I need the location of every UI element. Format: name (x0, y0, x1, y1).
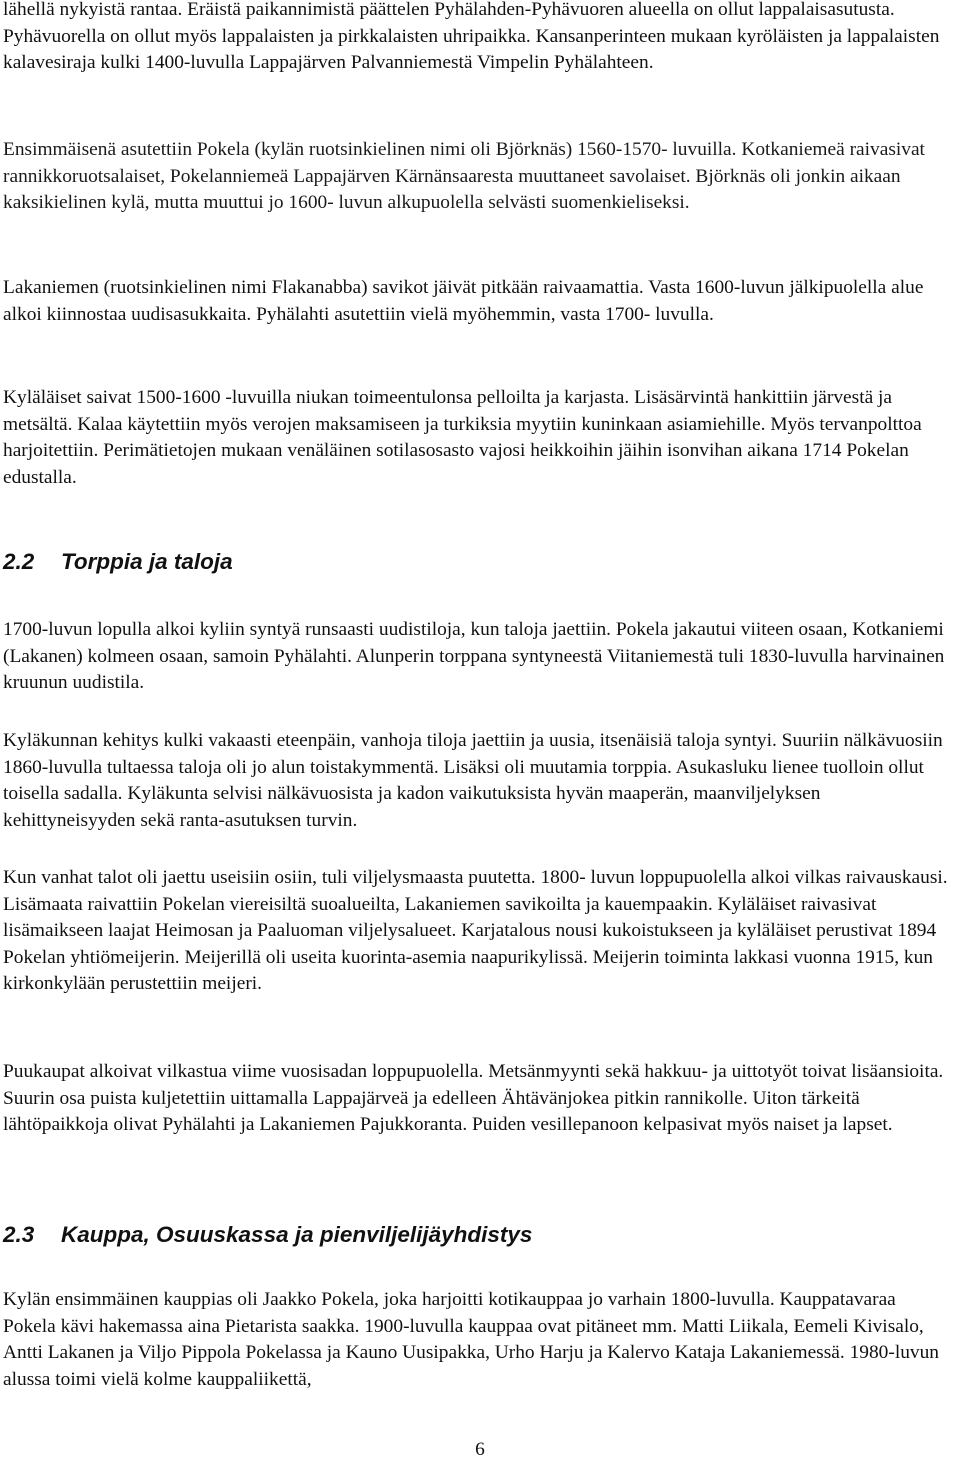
section-2-3-heading (3, 1221, 532, 1249)
page-number: 6 (475, 1439, 485, 1460)
section-2-2-paragraph-2: Kyläkunnan kehitys kulki vakaasti eteenpäin, vanhoja tiloja jaettiin ja uusia, itsenäisiä taloja syntyi. Suuriin nälkävuosiin 1860-luvulla tultaessa taloja oli jo alun toistakymmentä. Lisäksi oli muutamia torppia. Asukasluku lienee tuolloin ollut toisella sadalla. Kyläkunta selvisi nälkävuosista ja kadon vaikutuksista hyvän maaperän, maanviljelyksen kehittyneisyyden sekä ranta-asutuksen turvin. (3, 730, 943, 831)
section-2-2-heading (3, 548, 233, 576)
section-2-2-paragraph-1: 1700-luvun lopulla alkoi kyliin syntyä runsaasti uudistiloja, kun taloja jaettiin. Pokela jakautui viiteen osaan, Kotkaniemi (Lakanen) kolmeen osaan, samoin Pyhälahti. Alunperin torppana syntyneestä Viitaniemestä tuli 1830-luvulla harvinainen kruunun uudistila. (3, 619, 945, 693)
section-title: Kauppa, Osuuskassa ja pienviljelijäyhdistys (61, 1222, 533, 1247)
section-number: 2.2 (3, 549, 35, 574)
section-2-2-paragraph-3: Kun vanhat talot oli jaettu useisiin osiin, tuli viljelysmaasta puutetta. 1800- luvun loppupuolella alkoi vilkas raivauskausi. Lisämaata raivattiin Pokelan viereisiltä suoalueilta, Lakaniemen savikoilta ja kauempaakin. Kyläläiset raivasivat lisämaikseen laajat Heimosan ja Paaluoman viljelysalueet. Karjatalous nousi kukoistukseen ja kyläläiset perustivat 1894 Pokelan yhtiömeijerin. Meijerillä oli useita kuorinta-asemia naapurikylissä. Meijerin toiminta lakkasi vuonna 1915, kun kirkonkylään perustettiin meijeri. (3, 867, 948, 994)
section-title: Torppia ja taloja (61, 549, 233, 574)
section-2-2-paragraph-4: Puukaupat alkoivat vilkastua viime vuosisadan loppupuolella. Metsänmyynti sekä hakkuu- ja uittotyöt toivat lisäansioita. Suurin osa puista kuljetettiin uittamalla Lappajärveä ja edelleen Ähtävänjokea pitkin rannikolle. Uiton tärkeitä lähtöpaikkoja olivat Pyhälahti ja Lakaniemen Pajukkoranta. Puiden vesillepanoon kelpasivat myös naiset ja lapset. (3, 1061, 944, 1135)
section-number: 2.3 (3, 1222, 35, 1247)
intro-paragraph-4: Kyläläiset saivat 1500-1600 -luvuilla niukan toimeentulonsa pelloilta ja karjasta. Lisäsärvintä hankittiin järvestä ja metsältä. Kalaa käytettiin myös verojen maksamiseen ja turkiksia myytiin kuninkaan asiamiehille. Myös tervanpolttoa harjoitettiin. Perimätietojen mukaan venäläinen sotilasosasto vajosi heikkoihin jäihin isonvihan aikana 1714 Pokelan edustalla. (3, 387, 922, 488)
section-2-3-paragraph-1: Kylän ensimmäinen kauppias oli Jaakko Pokela, joka harjoitti kotikauppaa jo varhain 1800-luvulla. Kauppatavaraa Pokela kävi hakemassa aina Pietarista saakka. 1900-luvulla kauppaa ovat pitäneet mm. Matti Liikala, Eemeli Kivisalo, Antti Lakanen ja Viljo Pippola Pokelassa ja Kauno Uusipakka, Urho Harju ja Kalervo Kataja Lakaniemessä. 1980-luvun alussa toimi vielä kolme kauppaliikettä, (3, 1289, 939, 1390)
intro-paragraph-2: Ensimmäisenä asutettiin Pokela (kylän ruotsinkielinen nimi oli Björknäs) 1560-1570- luvuilla. Kotkaniemeä raivasivat rannikkoruotsalaiset, Pokelanniemeä Lappajärven Kärnänsaaresta muuttaneet savolaiset. Björknäs oli jonkin aikaan kaksikielinen kylä, mutta muuttui jo 1600- luvun alkupuolella selvästi suomenkieliseksi. (3, 139, 925, 213)
intro-paragraph-1: lähellä nykyistä rantaa. Eräistä paikannimistä päättelen Pyhälahden-Pyhävuoren alueella on ollut lappalaisasutusta. Pyhävuorella on ollut myös lappalaisten ja pirkkalaisten uhripaikka. Kansanperinteen mukaan kyröläisten ja lappalaisten kalavesiraja kulki 1400-luvulla Lappajärven Palvanniemestä Vimpelin Pyhälahteen. (3, 0, 940, 73)
intro-paragraph-3: Lakaniemen (ruotsinkielinen nimi Flakanabba) savikot jäivät pitkään raivaamattia. Vasta 1600-luvun jälkipuolella alue alkoi kiinnostaa uudisasukkaita. Pyhälahti asutettiin vielä myöhemmin, vasta 1700- luvulla. (3, 277, 924, 325)
